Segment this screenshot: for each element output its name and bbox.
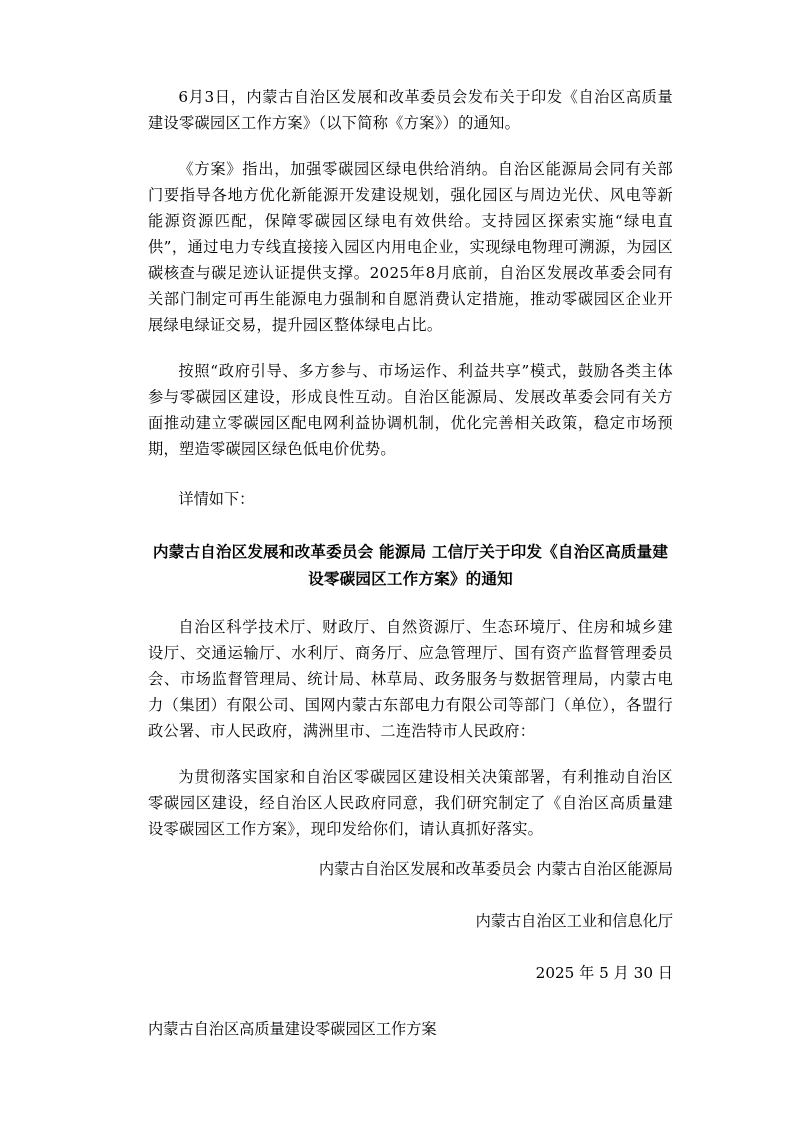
paragraph-market-model: 按照“政府引导、多方参与、市场运作、利益共享”模式，鼓励各类主体参与零碳园区建设，形成良性互动。自治区能源局、发展改革委会同有关方面推动建立零碳园区配电网利益协调机制，优化完善相关政策，稳定市场预期，塑造零碳园区绿色低电价优势。 xyxy=(148,362,673,458)
detail-lead-line: 详情如下： xyxy=(178,490,255,508)
paragraph-recipients: 自治区科学技术厅、财政厅、自然资源厅、生态环境厅、住房和城乡建设厅、交通运输厅、水利厅、商务厅、应急管理厅、国有资产监督管理委员会、市场监督管理局、统计局、林草局、政务服务与数据管理局，内蒙古电力（集团）有限公司、国网内蒙古东部电力有限公司等部门（单位），各盟行政公署、市人民政府，满洲里市、二连浩特市人民政府： xyxy=(148,618,673,740)
signature-line-agencies: 内蒙古自治区发展和改革委员会 内蒙古自治区能源局 xyxy=(318,860,673,878)
notice-heading: 内蒙古自治区发展和改革委员会 能源局 工信厅关于印发《自治区高质量建设零碳园区工作方案》的通知 xyxy=(152,542,669,588)
paragraph-intro: 6月3日，内蒙古自治区发展和改革委员会发布关于印发《自治区高质量建设零碳园区工作方案》（以下简称《方案》）的通知。 xyxy=(148,88,673,132)
attachment-title: 内蒙古自治区高质量建设零碳园区工作方案 xyxy=(148,1020,437,1038)
paragraph-body-text: 为贯彻落实国家和自治区零碳园区建设相关决策部署，有利推动自治区零碳园区建设，经自治区人民政府同意，我们研究制定了《自治区高质量建设零碳园区工作方案》，现印发给你们，请认真抓好落实。 xyxy=(148,768,673,838)
document-body xyxy=(148,84,673,1042)
paragraph-plan-points: 《方案》指出，加强零碳园区绿电供给消纳。自治区能源局会同有关部门要指导各地方优化新能源开发建设规划，强化园区与周边光伏、风电等新能源资源匹配，保障零碳园区绿电有效供给。支持园区探索实施“绿电直供”，通过电力专线直接接入园区内用电企业，实现绿电物理可溯源，为园区碳核查与碳足迹认证提供支撑。2025年8月底前，自治区发展改革委会同有关部门制定可再生能源电力强制和自愿消费认定措施，推动零碳园区企业开展绿电绿证交易，提升园区整体绿电占比。 xyxy=(148,160,673,334)
signature-line-date: 2025 年 5 月 30 日 xyxy=(535,964,673,982)
signature-line-industry-dept: 内蒙古自治区工业和信息化厅 xyxy=(475,912,673,930)
signature-block xyxy=(148,856,673,986)
